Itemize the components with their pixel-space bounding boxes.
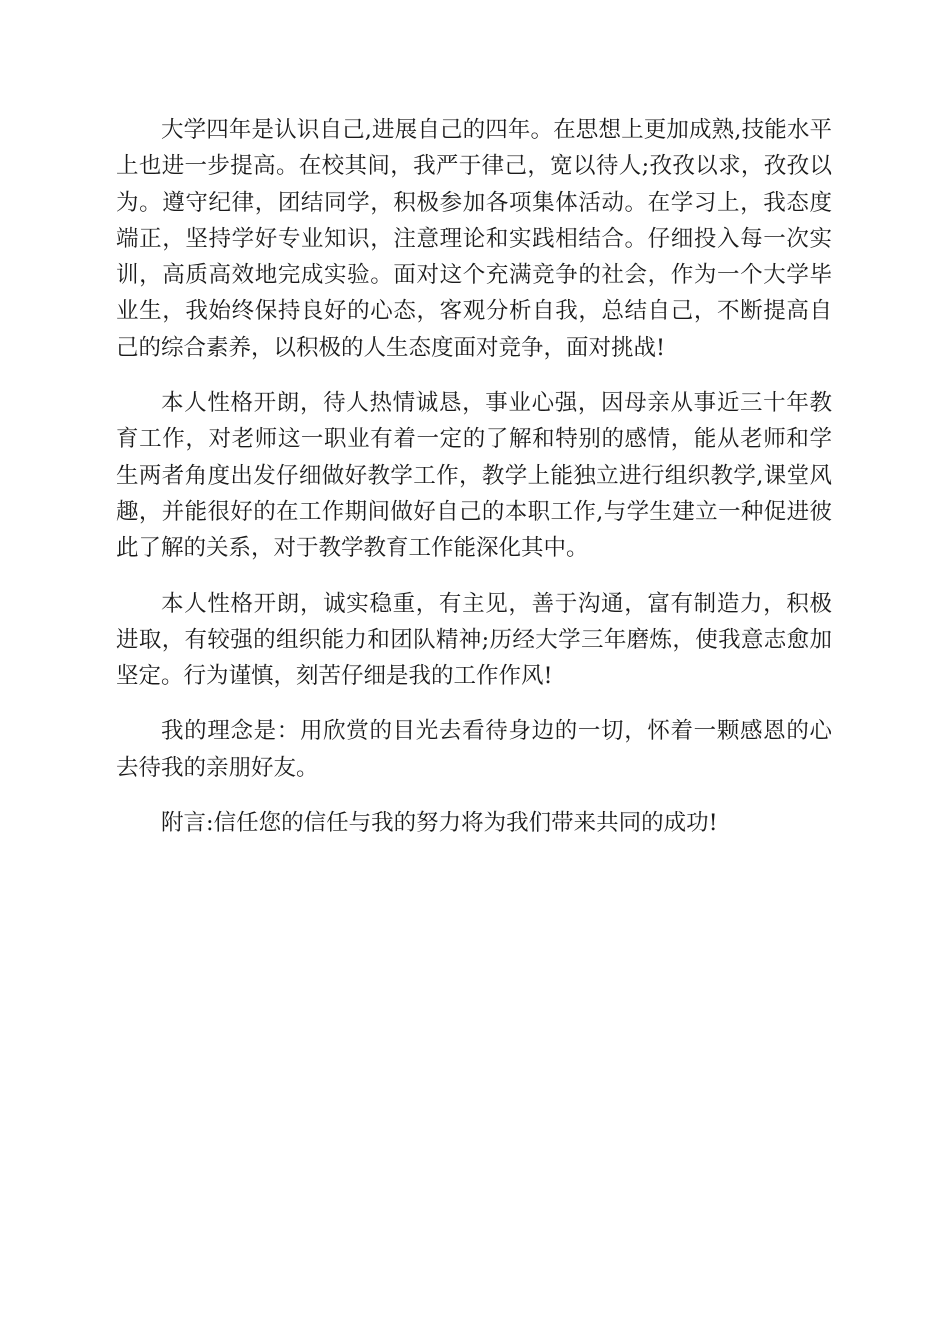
paragraph-postscript: 附言:信任您的信任与我的努力将为我们带来共同的成功! (161, 810, 718, 837)
paragraph-teaching-personality: 本人性格开朗，待人热情诚恳，事业心强，因母亲从事近三十年教育工作，对老师这一职业有着一定的了解和特别的感情，能从老师和学生两者角度出发仔细做好教学工作，教学上能独立进行组织教学,课堂风趣，并能很好的在工作期间做好自己的本职工作,与学生建立一种促进彼此了解的关系，对于教学教育工作能深化其中。 (116, 390, 832, 562)
paragraph-university-years: 大学四年是认识自己,进展自己的四年。在思想上更加成熟,技能水平上也进一步提高。在校其间，我严于律己，宽以待人;孜孜以求，孜孜以为。遵守纪律，团结同学，积极参加各项集体活动。在学习上，我态度端正，坚持学好专业知识，注意理论和实践相结合。仔细投入每一次实训，高质高效地完成实验。面对这个充满竞争的社会，作为一个大学毕业生，我始终保持良好的心态，客观分析自我，总结自己，不断提高自己的综合素养，以积极的人生态度面对竞争，面对挑战! (116, 117, 832, 361)
document-body (116, 112, 832, 860)
paragraph-personality: 本人性格开朗，诚实稳重，有主见，善于沟通，富有制造力，积极进取，有较强的组织能力和团队精神;历经大学三年磨炼，使我意志愈加坚定。行为谨慎，刻苦仔细是我的工作作风! (116, 590, 832, 690)
paragraph-philosophy: 我的理念是：用欣赏的目光去看待身边的一切，怀着一颗感恩的心去待我的亲朋好友。 (116, 718, 832, 781)
